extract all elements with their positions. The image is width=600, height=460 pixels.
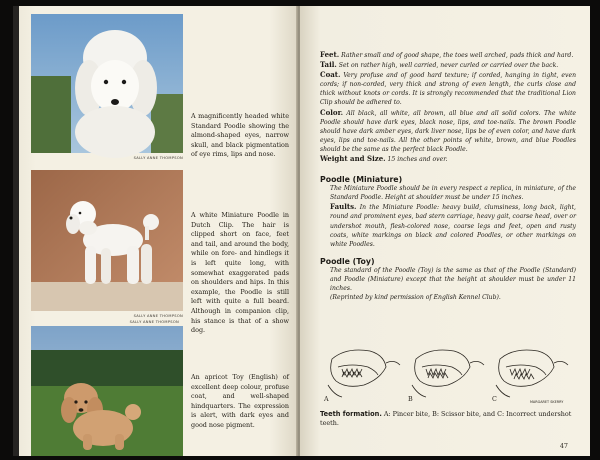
teeth-diagram-b xyxy=(412,350,484,397)
standard-point-coat: Coat. Very profuse and of good hard texture; if corded, hanging in tight, even cords; if non-corded, very thick and strong of even length, the curls close and thick without knots or cords. It is strongly recommended that the traditional Lion Clip should be adhered to. xyxy=(320,70,577,107)
teeth-label-a: A xyxy=(324,395,329,403)
photo-standard-poodle xyxy=(31,14,183,153)
standard-point-tail: Tail. Set on rather high, well carried, never curled or carried over the back. xyxy=(320,60,559,70)
teeth-diagram-a xyxy=(328,350,400,397)
photo-caption: An apricot Toy (English) of excellent deep colour, profuse coat, and well-shaped hindquarters. The expression is alert, with dark eyes and good nose pigment. xyxy=(191,373,289,429)
photo-toy-poodle xyxy=(31,320,183,456)
photo-credit: SALLY ANNE THOMPSON xyxy=(133,314,183,318)
standard-point-feet: Feet. Rather small and of good shape, the toes well arched, pads thick and hard. xyxy=(320,50,574,59)
page-number: 47 xyxy=(559,442,568,450)
breed-standard-text xyxy=(320,50,576,302)
left-page xyxy=(13,6,298,456)
section-heading-miniature: Poodle (Miniature) xyxy=(320,175,403,185)
photo-caption: A white Miniature Poodle in Dutch Clip. The hair is clipped short on face, feet and tail, and around the body, while on fore- and hindlegs it is left quite long, with somewhat exaggerated pads on shoulders and hips. In this example, the Poodle is still left with quite a full beard. Although in companion clip, his stance is that of a show dog. xyxy=(191,211,289,335)
illustrator-credit: MARGARET SKERRY xyxy=(530,400,564,404)
standard-point-weight: Weight and Size. 15 inches and over. xyxy=(320,154,448,164)
photo-miniature-poodle xyxy=(31,170,183,311)
teeth-label-b: B xyxy=(408,395,413,403)
teeth-illustration xyxy=(324,345,574,405)
teeth-diagram-c xyxy=(496,350,568,397)
toy-standard: The standard of the Poodle (Toy) is the same as that of the Poodle (Standard) and Poodle (Miniature) except that the height at shoulder must be under 11 inches. xyxy=(330,266,576,292)
photo-caption: A magnificently headed white Standard Poodle showing the almond-shaped eyes, narrow skull, and black pigmentation of eye rims, lips and nose. xyxy=(191,112,289,159)
section-heading-toy: Poodle (Toy) xyxy=(320,256,375,266)
photo-credit: SALLY ANNE THOMPSON xyxy=(133,156,183,160)
book-spine xyxy=(13,6,19,456)
miniature-intro: The Miniature Poodle should be in every respect a replica, in miniature, of the Standard Poodle. Height at shoulder must be under 15 inches. xyxy=(330,185,576,202)
book-spread xyxy=(13,6,590,456)
miniature-faults: Faults. In the Miniature Poodle: heavy build, clumsiness, long back, light, round and prominent eyes, bad stern carriage, heavy gait, coarse head, over or undershot mouth, flesh-colored nose, coarse legs and feet, open and rusty coats, white markings on black and colored Poodles, or other markings on white Poodles. xyxy=(330,202,576,248)
standard-point-color: Color. All black, all white, all brown, all blue and all solid colors. The white Poodle should have dark eyes, black nose, lips, and toe-nails. The brown Poodle should have dark amber eyes, dark liver nose, lips be of even color, and have dark eyes, lips and toe-nails. All the other points of white, brown, and blue Poodles should be the same as the perfect black Poodle. xyxy=(320,107,577,153)
teeth-label-c: C xyxy=(492,395,497,403)
right-page xyxy=(300,6,590,456)
toy-reprint-note: (Reprinted by kind permission of English Kennel Club). xyxy=(330,294,501,302)
teeth-caption: Teeth formation. A: Pincer bite, B: Scissor bite, and C: Incorrect undershot teeth. xyxy=(320,410,572,428)
photo-credit: SALLY ANNE THOMPSON xyxy=(129,320,179,324)
